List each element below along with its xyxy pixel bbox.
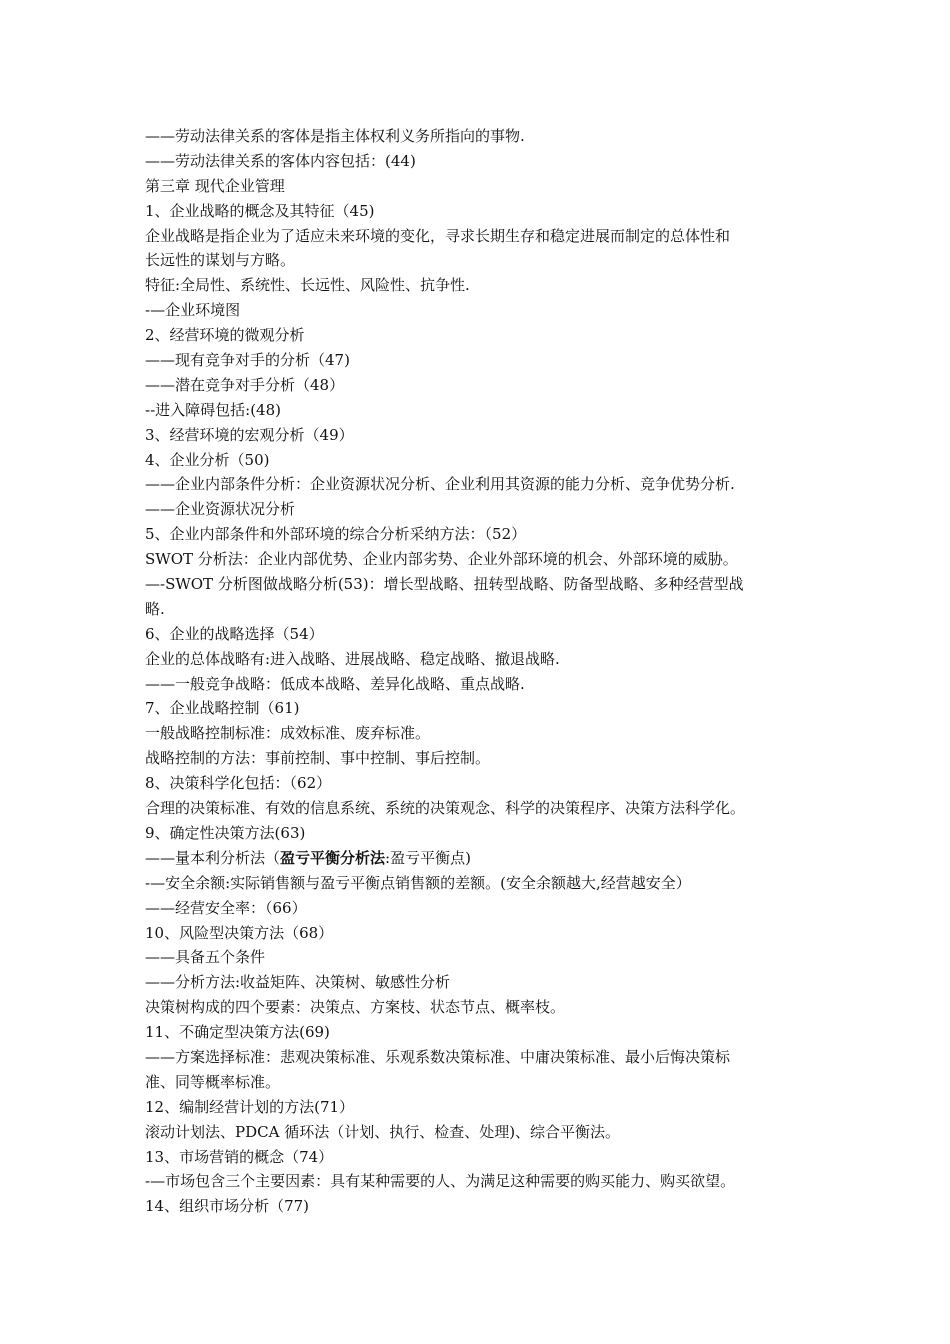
text-line-41: 滚动计划法、PDCA 循环法（计划、执行、检查、处理)、综合平衡法。 (145, 1122, 621, 1141)
text-line-6: 长远性的谋划与方略。 (145, 251, 296, 270)
text-line-30 (145, 846, 813, 871)
text-line-16: ——企业资源状况分析 (145, 500, 296, 519)
text-line-5: 企业战略是指企业为了适应未来环境的变化，寻求长期生存和稳定进展而制定的总体性和 (145, 226, 731, 245)
text-line-2: ——劳动法律关系的客体内容包括：(44) (145, 151, 416, 170)
text-line-8: -—企业环境图 (145, 301, 241, 320)
text-line-39: 准、同等概率标准。 (145, 1072, 281, 1091)
text-line-31: -—安全余额:实际销售额与盈亏平衡点销售额的差额。(安全余额越大,经营越安全） (145, 873, 691, 892)
section-heading-3: 3、经营环境的宏观分析（49） (145, 425, 354, 444)
section-heading-5: 5、企业内部条件和外部环境的综合分析采纳方法：（52） (145, 525, 527, 544)
text-line-18: SWOT 分析法：企业内部优势、企业内部劣势、企业外部环境的机会、外部环境的威胁。 (145, 550, 738, 569)
document-body (145, 124, 813, 1219)
text-line-23: ——一般竞争战略：低成本战略、差异化战略、重点战略. (145, 674, 525, 693)
text-line-35: ——分析方法:收益矩阵、决策树、敏感性分析 (145, 973, 451, 992)
section-heading-4: 4、企业分析（50) (145, 450, 270, 469)
text-line-30-bold-term: 盈亏平衡分析法 (280, 848, 386, 867)
text-line-36: 决策树构成的四个要素：决策点、方案枝、状态节点、概率枝。 (145, 998, 566, 1017)
section-heading-1: 1、企业战略的概念及其特征（45) (145, 201, 375, 220)
text-line-43: -—市场包含三个主要因素：具有某种需要的人、为满足这种需要的购买能力、购买欲望。 (145, 1172, 736, 1191)
text-line-7: 特征:全局性、系统性、长远性、风险性、抗争性. (145, 276, 470, 295)
text-line-30-prefix: ——量本利分析法（ (145, 848, 281, 867)
text-line-19: —-SWOT 分析图做战略分析(53)：增长型战略、扭转型战略、防备型战略、多种经营型战 (145, 575, 744, 594)
text-line-28: 合理的决策标准、有效的信息系统、系统的决策观念、科学的决策程序、决策方法科学化。 (145, 799, 746, 818)
section-heading-2: 2、经营环境的微观分析 (145, 326, 305, 345)
text-line-1: ——劳动法律关系的客体是指主体权利义务所指向的事物. (145, 127, 525, 145)
chapter-heading: 第三章 现代企业管理 (145, 176, 285, 195)
text-line-30-suffix: :盈亏平衡点) (385, 848, 471, 867)
text-line-12: --进入障碍包括:(48) (145, 400, 281, 419)
text-line-10: ——现有竞争对手的分析（47) (145, 351, 350, 370)
text-line-15: ——企业内部条件分析：企业资源状况分析、企业利用其资源的能力分析、竞争优势分析. (145, 475, 735, 494)
section-heading-6: 6、企业的战略选择（54） (145, 624, 324, 643)
text-line-32: ——经营安全率：（66） (145, 898, 307, 917)
text-line-20: 略. (145, 599, 165, 618)
section-heading-7: 7、企业战略控制（61) (145, 699, 300, 718)
text-line-38: ——方案选择标准：悲观决策标准、乐观系数决策标准、中庸决策标准、最小后悔决策标 (145, 1047, 731, 1066)
section-heading-8: 8、决策科学化包括：（62） (145, 774, 332, 793)
section-heading-12: 12、编制经营计划的方法(71） (145, 1097, 355, 1116)
section-heading-9: 9、确定性决策方法(63) (145, 823, 306, 842)
text-line-25: 一般战略控制标准：成效标准、废弃标准。 (145, 724, 431, 743)
section-heading-13: 13、市场营销的概念（74） (145, 1147, 334, 1166)
text-line-11: ——潜在竞争对手分析（48） (145, 375, 345, 394)
text-line-34: ——具备五个条件 (145, 948, 266, 967)
section-heading-14: 14、组织市场分析（77) (145, 1197, 310, 1216)
text-line-26: 战略控制的方法：事前控制、事中控制、事后控制。 (145, 749, 491, 768)
section-heading-11: 11、不确定型决策方法(69) (145, 1023, 330, 1042)
section-heading-10: 10、风险型决策方法（68） (145, 923, 334, 942)
text-line-22: 企业的总体战略有:进入战略、进展战略、稳定战略、撤退战略. (145, 649, 560, 668)
